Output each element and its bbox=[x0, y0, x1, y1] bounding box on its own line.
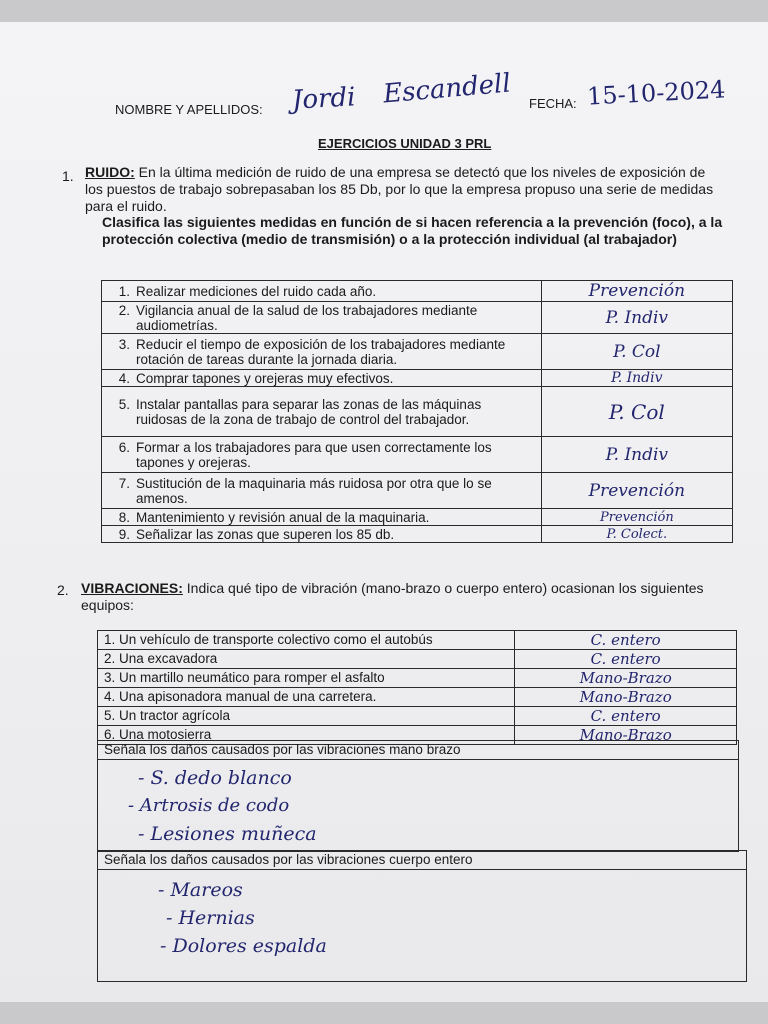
table-row: 5. Instalar pantallas para separar las zonas de las máquinas ruidosas de la zona de trabajo de control del trabajador. P. Col bbox=[102, 387, 733, 437]
answer-cell: P. Colect. bbox=[541, 526, 732, 543]
q1-statement bbox=[85, 164, 725, 215]
answer-cell: Prevención bbox=[541, 509, 732, 526]
whole-body-answer-2: - Hernias bbox=[166, 907, 255, 929]
vibration-equipment-table bbox=[97, 630, 737, 745]
equipment-cell: 1. Un vehículo de transporte colectivo como el autobús bbox=[98, 631, 515, 650]
answer-cell: Mano-Brazo bbox=[515, 688, 737, 707]
table-row: 8. Mantenimiento y revisión anual de la maquinaria. Prevención bbox=[102, 509, 733, 526]
hand-arm-answer-3: - Lesiones muñeca bbox=[138, 823, 317, 845]
table-row: 1. Realizar mediciones del ruido cada año. Prevención bbox=[102, 281, 733, 302]
answer-cell: C. entero bbox=[515, 650, 737, 669]
q2-number: 2. bbox=[57, 582, 69, 598]
date-label: FECHA: bbox=[529, 96, 577, 111]
measure-text: Señalizar las zonas que superen los 85 db. bbox=[136, 526, 395, 542]
measure-text: Reducir el tiempo de exposición de los trabajadores mediante rotación de tareas durante la jornada diaria. bbox=[136, 336, 506, 367]
equipment-cell: 6. Una motosierra bbox=[98, 726, 515, 745]
name-label: NOMBRE Y APELLIDOS: bbox=[115, 102, 263, 117]
q2-statement bbox=[81, 580, 731, 614]
q2-text: Indica qué tipo de vibración (mano-brazo o cuerpo entero) ocasionan los siguientes equipos: bbox=[81, 580, 704, 613]
table-row bbox=[98, 650, 737, 669]
whole-body-damage-label: Señala los daños causados por las vibraciones cuerpo entero bbox=[98, 851, 746, 870]
hand-arm-damage-label: Señala los daños causados por las vibraciones mano brazo bbox=[98, 741, 738, 760]
measure-text: Formar a los trabajadores para que usen correctamente los tapones y orejeras. bbox=[136, 439, 492, 470]
name-value-last: Escandell bbox=[381, 68, 512, 110]
date-value: 15-10-2024 bbox=[586, 75, 727, 111]
table-row bbox=[98, 707, 737, 726]
answer-cell: P. Col bbox=[541, 334, 732, 370]
answer-cell: P. Indiv bbox=[541, 370, 732, 387]
answer-cell: Prevención bbox=[541, 473, 732, 509]
answer-cell: Prevención bbox=[541, 281, 732, 302]
equipment-cell: 3. Un martillo neumático para romper el asfalto bbox=[98, 669, 515, 688]
equipment-cell: 2. Una excavadora bbox=[98, 650, 515, 669]
table-row bbox=[98, 631, 737, 650]
name-value-first: Jordi bbox=[291, 82, 357, 116]
measure-text: Realizar mediciones del ruido cada año. bbox=[136, 283, 377, 299]
answer-cell: Mano-Brazo bbox=[515, 669, 737, 688]
answer-cell: Mano-Brazo bbox=[515, 726, 737, 745]
hand-arm-answer-2: - Artrosis de codo bbox=[128, 795, 290, 816]
q1-heading: RUIDO: bbox=[85, 164, 135, 180]
answer-cell: P. Indiv bbox=[541, 302, 732, 334]
table-row: 2. Vigilancia anual de la salud de los trabajadores mediante audiometrías. P. Indiv bbox=[102, 302, 733, 334]
noise-measures-table bbox=[101, 280, 733, 543]
hand-arm-damage-box bbox=[97, 740, 739, 852]
equipment-cell: 4. Una apisonadora manual de una carretera. bbox=[98, 688, 515, 707]
answer-cell: P. Indiv bbox=[541, 437, 732, 473]
table-row: 9. Señalizar las zonas que superen los 85 db. P. Colect. bbox=[102, 526, 733, 543]
q2-heading: VIBRACIONES: bbox=[81, 580, 183, 596]
answer-cell: C. entero bbox=[515, 631, 737, 650]
table-row bbox=[98, 669, 737, 688]
answer-cell: P. Col bbox=[541, 387, 732, 437]
hand-arm-answer-1: - S. dedo blanco bbox=[138, 767, 292, 789]
table-row bbox=[98, 688, 737, 707]
equipment-cell: 5. Un tractor agrícola bbox=[98, 707, 515, 726]
table-row: 3. Reducir el tiempo de exposición de los trabajadores mediante rotación de tareas durante la jornada diaria. P. Col bbox=[102, 334, 733, 370]
whole-body-damage-box bbox=[97, 850, 747, 982]
measure-text: Vigilancia anual de la salud de los trabajadores mediante audiometrías. bbox=[136, 302, 478, 333]
measure-text: Sustitución de la maquinaria más ruidosa por otra que lo se amenos. bbox=[136, 475, 492, 506]
measure-text: Mantenimiento y revisión anual de la maquinaria. bbox=[136, 509, 430, 525]
worksheet-page bbox=[0, 22, 768, 1002]
answer-cell: C. entero bbox=[515, 707, 737, 726]
whole-body-answer-3: - Dolores espalda bbox=[160, 935, 327, 957]
measure-text: Instalar pantallas para separar las zonas de las máquinas ruidosas de la zona de trabajo de control del trabajador. bbox=[136, 396, 482, 427]
q1-instruction: Clasifica las siguientes medidas en función de si hacen referencia a la prevención (foco), a la protección colectiva (medio de transmisión) o a la protección individual (al trabajador) bbox=[102, 214, 723, 247]
q1-text: En la última medición de ruido de una empresa se detectó que los niveles de exposición de los puestos de trabajo sobrepasaban los 85 Db, por lo que la empresa propuso una serie de medidas para el ruido. bbox=[85, 164, 714, 214]
whole-body-answer-1: - Mareos bbox=[158, 879, 243, 901]
table-row: 4. Comprar tapones y orejeras muy efectivos. P. Indiv bbox=[102, 370, 733, 387]
page-title: EJERCICIOS UNIDAD 3 PRL bbox=[318, 136, 492, 151]
table-row: 7. Sustitución de la maquinaria más ruidosa por otra que lo se amenos. Prevención bbox=[102, 473, 733, 509]
q1-number: 1. bbox=[62, 168, 74, 184]
measure-text: Comprar tapones y orejeras muy efectivos. bbox=[136, 370, 394, 386]
table-row: 6. Formar a los trabajadores para que usen correctamente los tapones y orejeras. P. Indiv bbox=[102, 437, 733, 473]
